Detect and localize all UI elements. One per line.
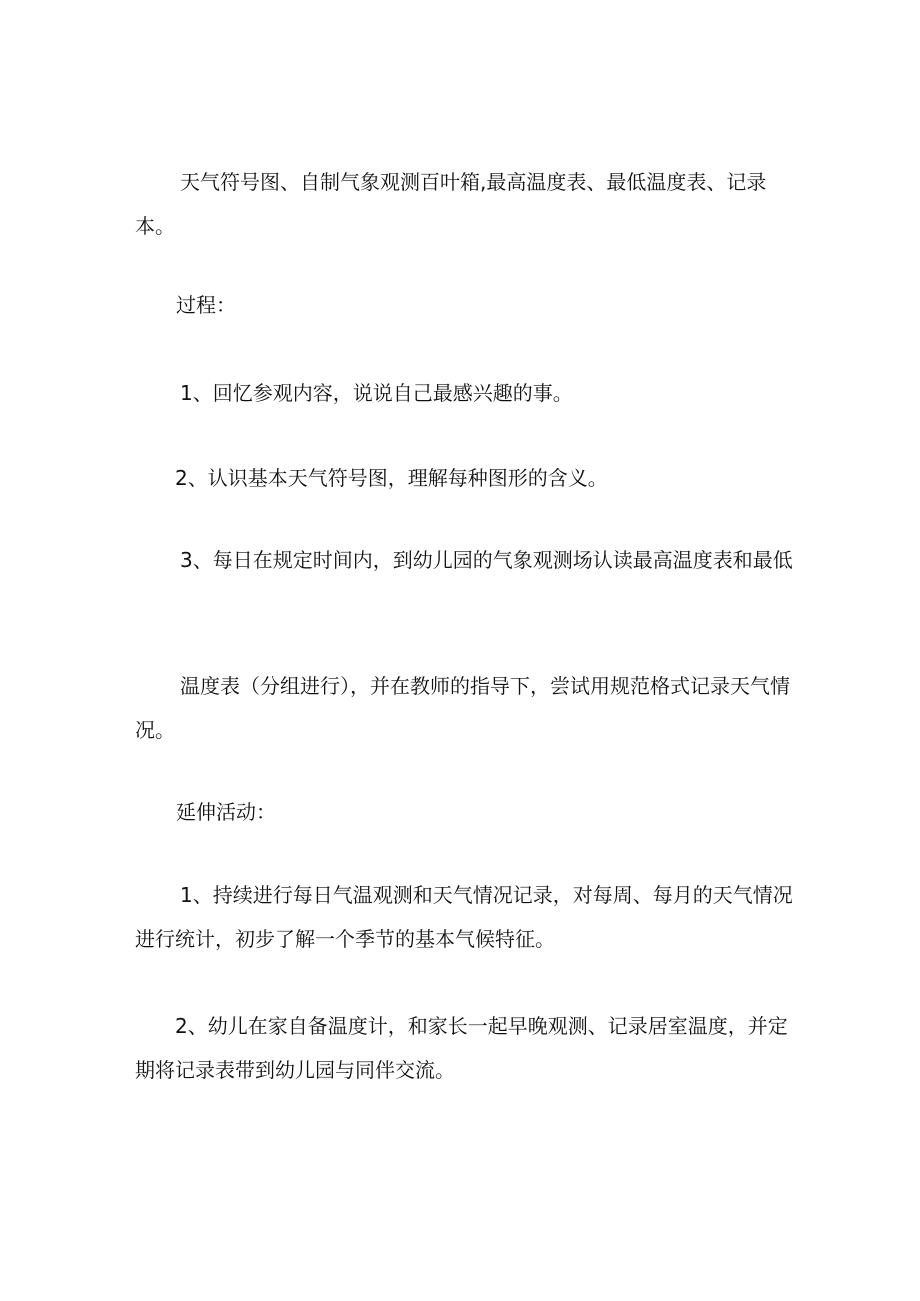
extension-heading: 延伸活动：: [176, 800, 276, 824]
extension-step-2: 2、幼儿在家自备温度计，和家长一起早晚观测、记录居室温度，并定期将记录表带到幼儿园与同伴交流。: [135, 1014, 788, 1082]
process-step-3-continued: 温度表（分组进行），并在教师的指导下，尝试用规范格式记录天气情况。: [135, 674, 790, 742]
extension-step-1: 1、持续进行每日气温观测和天气情况记录，对每周、每月的天气情况进行统计，初步了解一个季节的基本气候特征。: [135, 883, 793, 951]
process-heading: 过程：: [176, 293, 236, 317]
process-step-1: 1、回忆参观内容，说说自己最感兴趣的事。: [180, 381, 573, 405]
process-step-3: 3、每日在规定时间内，到幼儿园的气象观测场认读最高温度表和最低: [180, 548, 793, 572]
materials-paragraph: 天气符号图、自制气象观测百叶箱,最高温度表、最低温度表、记录本。: [135, 170, 767, 238]
process-step-2: 2、认识基本天气符号图，理解每种图形的含义。: [175, 466, 608, 490]
